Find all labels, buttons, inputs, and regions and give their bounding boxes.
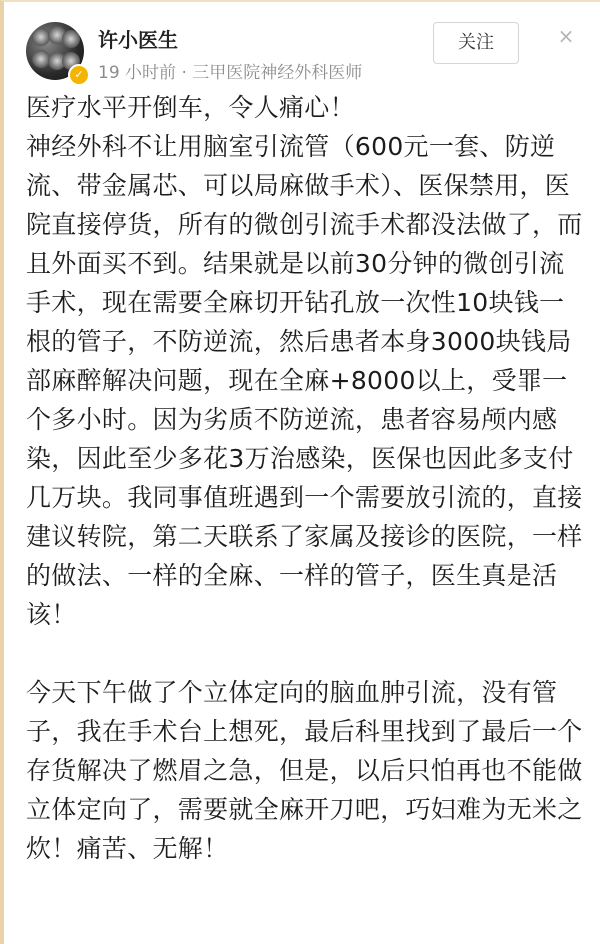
post-paragraph: 医疗水平开倒车，令人痛心！ [26, 93, 355, 122]
post-meta [98, 58, 362, 83]
post-body [26, 88, 588, 868]
avatar-scan-image [62, 30, 80, 48]
post-paragraph: 神经外科不让用脑室引流管（600元一套、防逆流、带金属芯、可以局麻做手术）、医保禁用，医院直接停货，所有的微创引流手术都没法做了，而且外面买不到。结果就是以前30分钟的微创引流手术，现在需要全麻切开钻孔放一次性10块钱一根的管子，不防逆流，然后患者本身3000块钱局部麻醉解决问题，现在全麻+8000以上，受罪一个多小时。因为劣质不防逆流，患者容易颅内感染，因此至少多花3万治感染，医保也因此多支付几万块。我同事值班遇到一个需要放引流的，直接建议转院，第二天联系了家属及接诊的医院，一样的做法、一样的全麻、一样的管子，医生真是活该！ [26, 132, 583, 629]
post-time: 19 小时前 [98, 63, 177, 83]
follow-button[interactable]: 关注 [433, 22, 519, 64]
author-name[interactable]: 许小医生 [98, 28, 178, 52]
close-icon[interactable]: × [557, 24, 575, 48]
post-header [26, 18, 582, 82]
verified-badge-icon: ✓ [68, 64, 90, 86]
meta-separator: · [181, 63, 187, 83]
author-title: 三甲医院神经外科医师 [192, 63, 363, 83]
paragraph-spacer [26, 634, 588, 673]
post-paragraph: 今天下午做了个立体定向的脑血肿引流，没有管子，我在手术台上想死，最后科里找到了最后一个存货解决了燃眉之急，但是，以后只怕再也不能做立体定向了，需要就全麻开刀吧，巧妇难为无米之炊！痛苦、无解！ [26, 678, 583, 863]
